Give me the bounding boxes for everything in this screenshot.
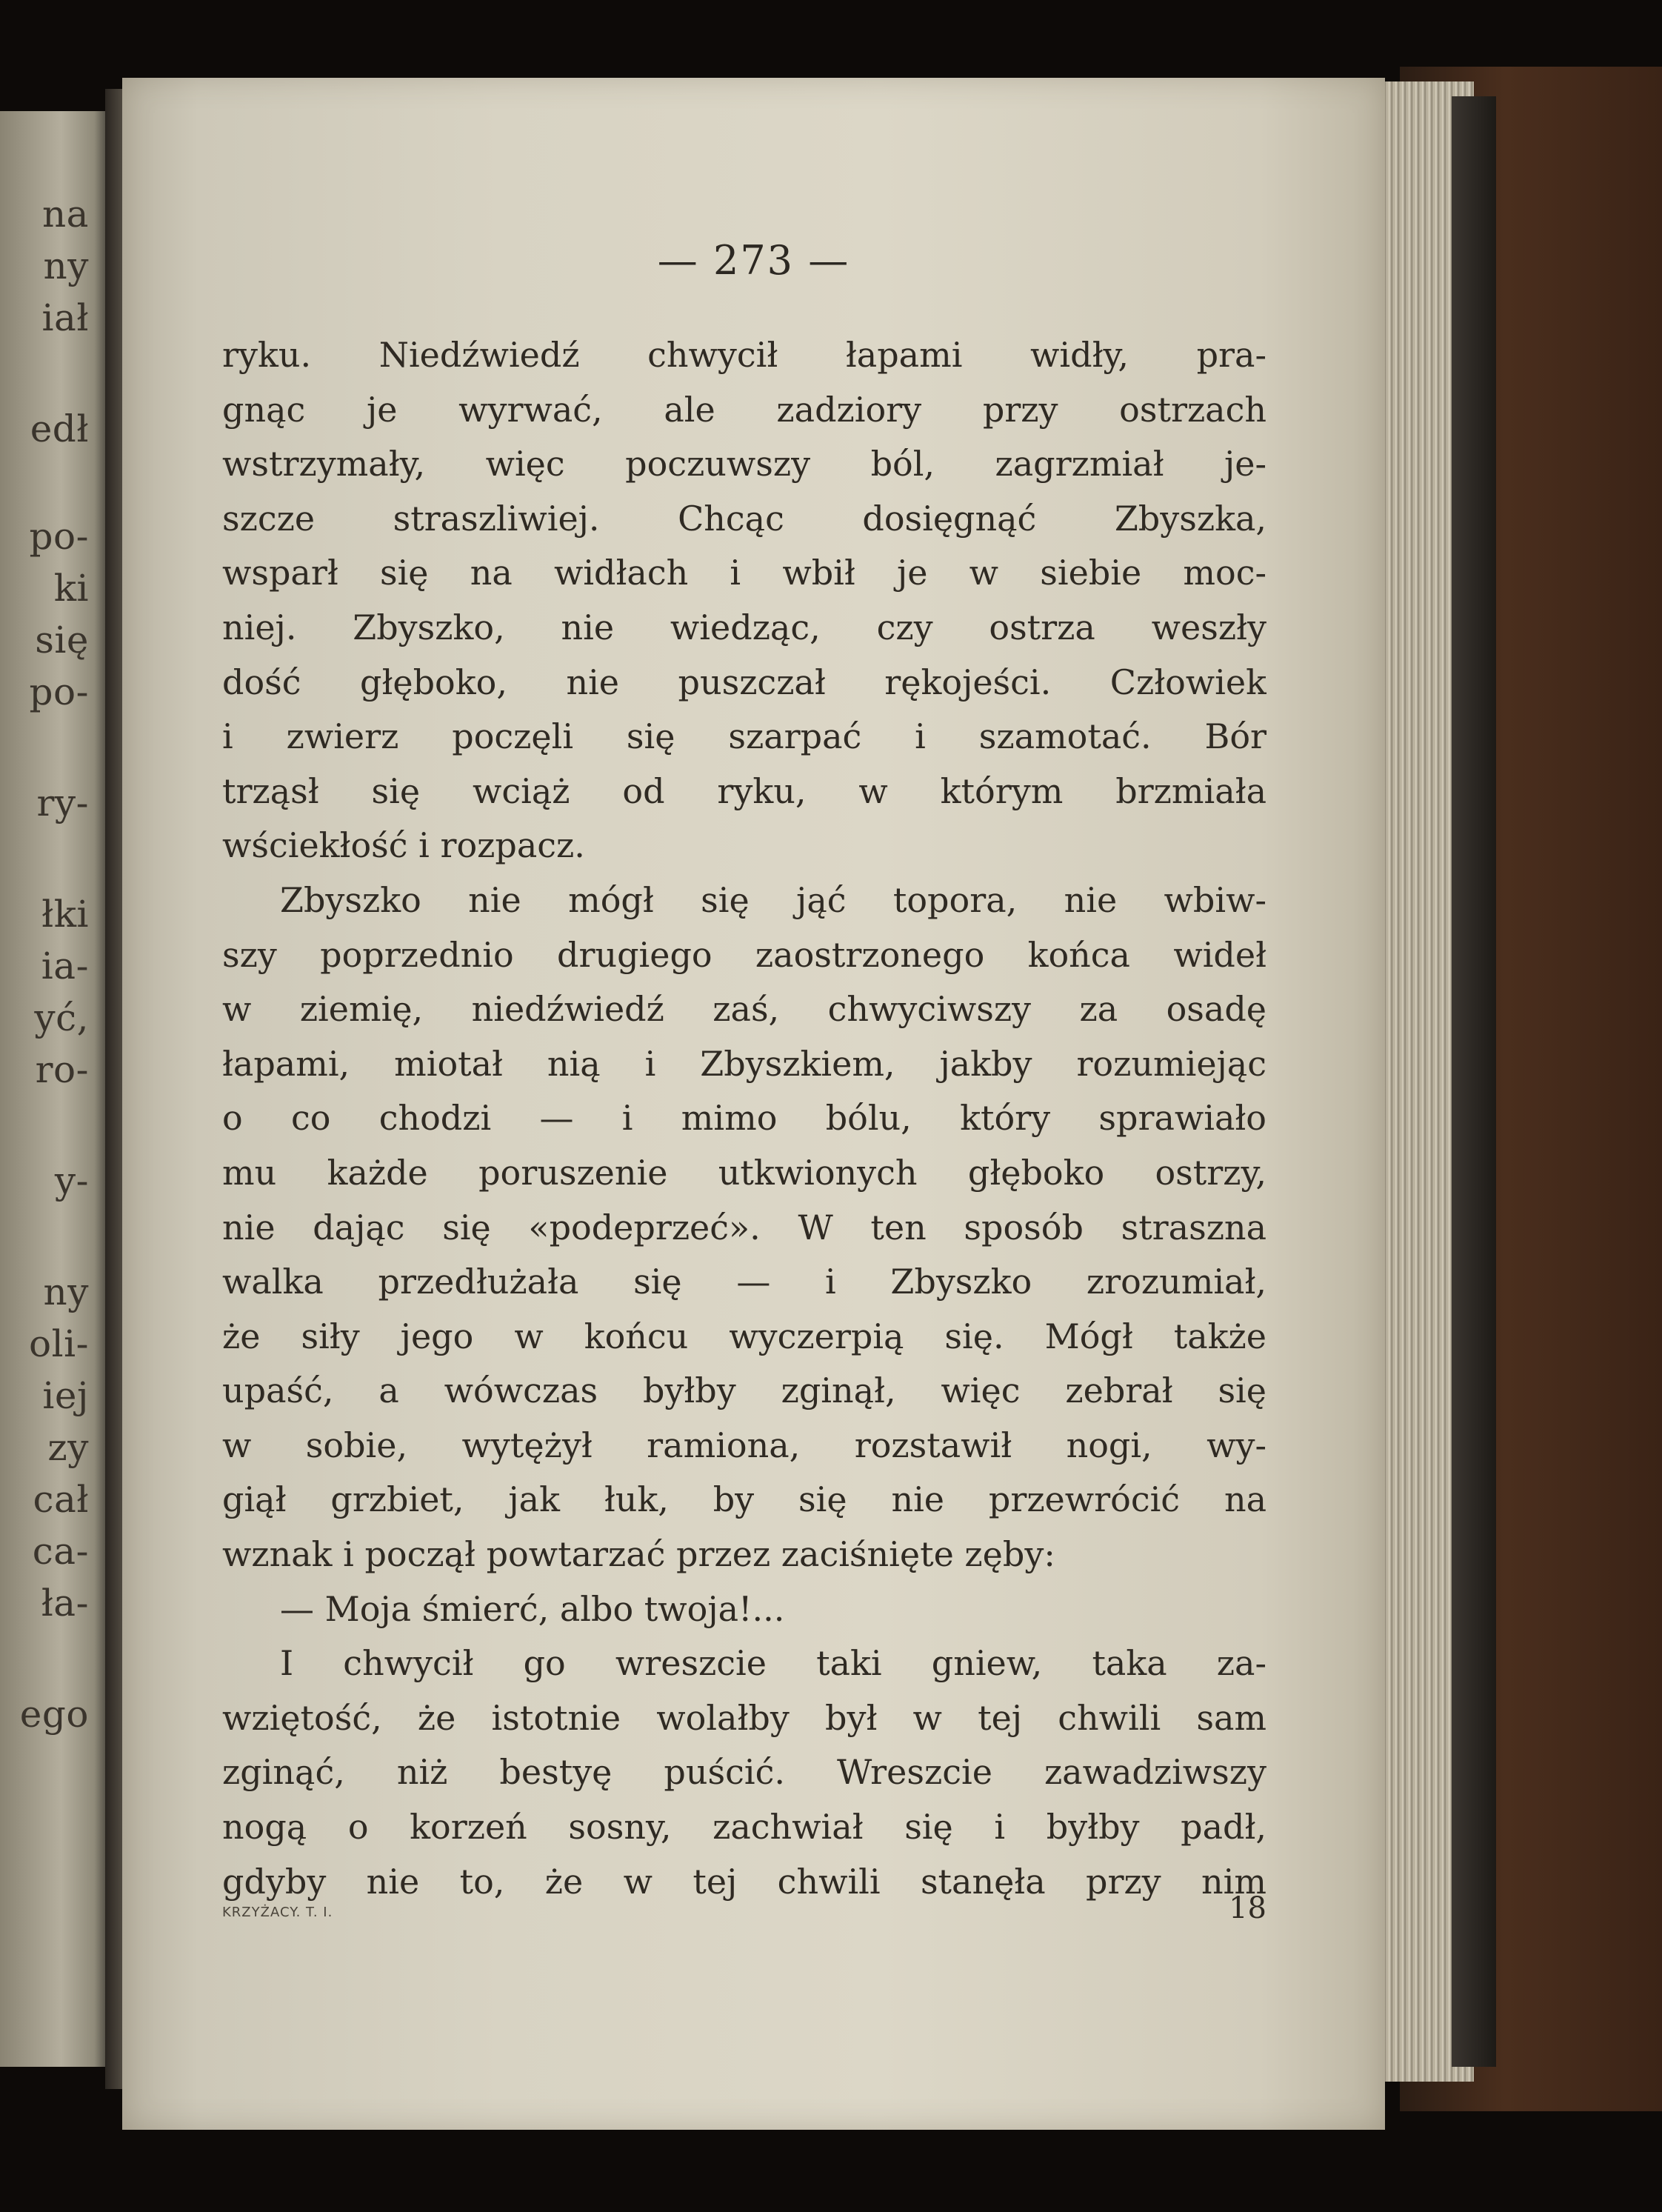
page-number: — 273 —	[657, 237, 850, 284]
text-line: wstrzymały, więc poczuwszy ból, zagrzmiał je-	[222, 444, 1266, 484]
left-page-fragment: yć,	[34, 996, 89, 1039]
text-line: zginąć, niż bestyę puścić. Wreszcie zawadziwszy	[222, 1752, 1266, 1793]
text-line: gdyby nie to, że w tej chwili stanęła przy nim	[222, 1861, 1266, 1902]
left-page-fragment: łki	[41, 893, 89, 936]
left-page-fragment: na	[41, 193, 89, 236]
text-line: wziętość, że istotnie wolałby był w tej chwili sam	[222, 1697, 1266, 1738]
text-line: dość głęboko, nie puszczał rękojeści. Człowiek	[222, 662, 1266, 702]
left-page-fragment: ro-	[35, 1048, 89, 1091]
left-page-fragment: ny	[43, 1270, 89, 1313]
text-line: ryku. Niedźwiedź chwycił łapami widły, pra-	[222, 335, 1266, 375]
left-page-fragment: ki	[53, 567, 89, 610]
left-page-fragment: ła-	[41, 1582, 89, 1625]
left-page-fragment: się	[35, 619, 89, 662]
left-page-fragment: ia-	[41, 945, 89, 987]
left-page-fragment: zy	[47, 1426, 89, 1469]
text-block	[222, 328, 1266, 1909]
left-page-fragment: iał	[41, 296, 89, 339]
left-page-fragment: ego	[19, 1693, 89, 1736]
left-page-fragment: po-	[29, 515, 89, 558]
page-footer	[222, 1891, 1266, 1936]
text-line: Zbyszko nie mógł się jąć topora, nie wbiw-	[280, 879, 1266, 920]
text-line: wściekłość i rozpacz.	[222, 825, 585, 866]
text-line: nogą o korzeń sosny, zachwiał się i byłby padł,	[222, 1807, 1266, 1848]
text-line: że siły jego w końcu wyczerpią się. Mógł także	[222, 1316, 1266, 1356]
text-line: niej. Zbyszko, nie wiedząc, czy ostrza weszły	[222, 607, 1266, 647]
text-line: szy poprzednio drugiego zaostrzonego końca wideł	[222, 934, 1266, 975]
text-line: — Moja śmierć, albo twoja!...	[280, 1588, 785, 1629]
text-line: w ziemię, niedźwiedź zaś, chwyciwszy za osadę	[222, 989, 1266, 1030]
left-page-fragment: ry-	[36, 782, 89, 824]
left-page-fragment: po-	[29, 670, 89, 713]
printer-signature: KRZYŻACY. T. I.	[222, 1905, 333, 1920]
text-line: o co chodzi — i mimo bólu, który sprawiało	[222, 1098, 1266, 1139]
text-line: wsparł się na widłach i wbił je w siebie moc-	[222, 553, 1266, 593]
right-page	[122, 78, 1385, 2130]
left-page-fragment: ny	[43, 244, 89, 287]
text-line: walka przedłużała się — i Zbyszko zrozumiał,	[222, 1262, 1266, 1302]
text-line: nie dając się «podeprzeć». W ten sposób straszna	[222, 1207, 1266, 1247]
left-page-fragment: oli-	[29, 1322, 89, 1365]
text-line: i zwierz poczęli się szarpać i szamotać. Bór	[222, 716, 1266, 757]
left-page-fragment: cał	[33, 1478, 89, 1521]
sheet-number: 18	[1229, 1891, 1266, 1925]
text-line: w sobie, wytężył ramiona, rozstawił nogi, wy-	[222, 1425, 1266, 1465]
text-line: I chwycił go wreszcie taki gniew, taka za-	[280, 1643, 1266, 1684]
text-line: łapami, miotał nią i Zbyszkiem, jakby rozumiejąc	[222, 1043, 1266, 1084]
text-line: wznak i począł powtarzać przez zaciśnięte zęby:	[222, 1534, 1055, 1575]
text-line: szcze straszliwiej. Chcąc dosięgnąć Zbyszka,	[222, 498, 1266, 539]
text-line: giął grzbiet, jak łuk, by się nie przewrócić na	[222, 1479, 1266, 1520]
left-page	[0, 111, 111, 2067]
text-line: gnąc je wyrwać, ale zadziory przy ostrzach	[222, 389, 1266, 430]
page-stack-shadow	[1452, 96, 1496, 2067]
text-line: upaść, a wówczas byłby zginął, więc zebrał się	[222, 1370, 1266, 1411]
left-page-fragment: ca-	[32, 1530, 89, 1573]
left-page-fragment: y-	[54, 1159, 89, 1202]
text-line: mu każde poruszenie utkwionych głęboko ostrzy,	[222, 1152, 1266, 1193]
text-line: trząsł się wciąż od ryku, w którym brzmiała	[222, 770, 1266, 811]
left-page-fragment: edł	[30, 407, 89, 450]
left-page-fragment: iej	[42, 1374, 89, 1417]
